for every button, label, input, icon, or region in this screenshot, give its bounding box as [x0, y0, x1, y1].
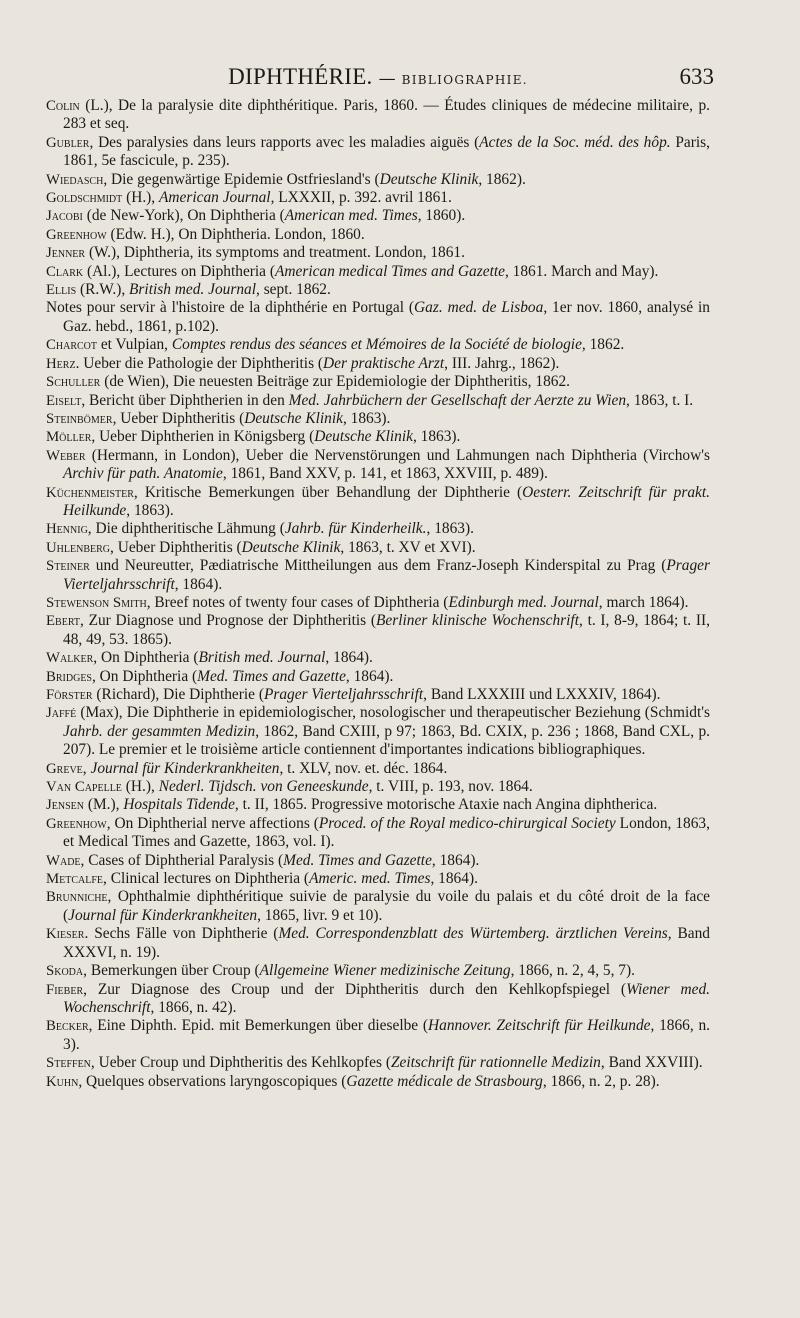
entry-title: Med. Jahrbüchern der Gesellschaft der Aerzte zu Wien: [288, 391, 627, 409]
bibliography-entry: [46, 815, 710, 852]
bibliography-entry: [46, 207, 710, 225]
entry-text-end: , t. XLV, nov. et. déc. 1864.: [279, 759, 448, 777]
entry-author: Becker: [46, 1018, 89, 1035]
bibliography-entry: [46, 373, 710, 391]
bibliography-entry: [46, 981, 710, 1018]
entry-text: (Max), Die Diphtherie in epidemiologischer, nosologischer und therapeutischer Beziehung (Schmidt's: [76, 704, 710, 722]
entry-text: (Richard), Die Diphtherie (: [92, 686, 264, 703]
entry-text: , Clinical lectures on Diphtheria (: [103, 870, 310, 888]
entry-title: Jahrb. für Kinderheilk.: [284, 520, 427, 538]
bibliography-entry: [46, 299, 710, 336]
entry-author: Weber: [46, 447, 86, 464]
entry-text-end: , 1862, Band CXIII, p 97; 1863, Bd. CXIX, p. 236 ; 1868, Band CXL, p. 207). Le premier et le troisième article contiennent d'importantes indications bibliographiques.: [63, 722, 710, 759]
entry-title: Med. Times and Gazette: [197, 667, 346, 685]
bibliography-entry: [46, 171, 710, 189]
entry-text-end: , 1863).: [426, 520, 474, 538]
entry-text-end: , 1861. March and May).: [504, 262, 659, 280]
bibliography-entry: [46, 1073, 710, 1091]
entry-text: , Ophthalmie diphthéritique suivie de paralysie du voile du palais et du côté droit de la face (: [63, 888, 710, 924]
bibliography-entry: [46, 1054, 710, 1072]
bibliography-entry: [46, 539, 710, 557]
header-subtitle: BIBLIOGRAPHIE.: [401, 73, 528, 87]
bibliography-entry: [46, 355, 710, 373]
entry-text: , Ueber Diphtherien in Königsberg (: [91, 428, 315, 446]
entry-text-end: , 1862.: [581, 336, 625, 354]
bibliography-entry: [46, 410, 710, 428]
entry-text: (H.),: [122, 189, 160, 207]
entry-title: Deutsche Klinik: [379, 170, 479, 188]
entry-text-end: , t. VIII, p. 193, nov. 1864.: [368, 778, 533, 796]
entry-text-end: , 1862).: [478, 170, 526, 188]
bibliography-entry: [46, 612, 710, 649]
entry-title: Proced. of the Royal medico-chirurgical Society: [318, 814, 616, 832]
entry-text-end: , 1863).: [126, 501, 174, 519]
header-title: DIPHTHÉRIE.: [228, 64, 373, 89]
entry-text-end: , 1860).: [417, 207, 466, 225]
bibliography-list: [46, 97, 710, 1091]
entry-author: Skoda: [46, 963, 84, 980]
entry-text-end: , 1866, n. 42).: [150, 998, 237, 1016]
bibliography-entry: [46, 226, 710, 244]
bibliography-entry: [46, 760, 710, 778]
entry-text-end: , Band XXVIII).: [600, 1054, 703, 1072]
entry-author: Wiedasch: [46, 171, 104, 188]
entry-text: , Eine Diphth. Epid. mit Bemerkungen über dieselbe (: [88, 1017, 429, 1035]
entry-title: British med. Journal: [129, 281, 256, 299]
bibliography-entry: [46, 778, 710, 796]
entry-author: Charcot: [46, 337, 97, 354]
entry-text-end: , 1863).: [342, 409, 391, 427]
bibliography-entry: [46, 244, 710, 262]
entry-author: Van Capelle: [46, 779, 122, 796]
bibliography-entry: [46, 704, 710, 759]
entry-title: American Journal: [159, 189, 271, 207]
entry-text-end: , 1864).: [430, 870, 478, 888]
entry-author: Herz: [46, 355, 76, 372]
bibliography-entry: [46, 428, 710, 446]
entry-author: Jenner: [46, 245, 86, 262]
entry-title: Americ. med. Times: [309, 870, 431, 888]
entry-text-end: , 1863, t. I.: [626, 391, 694, 409]
entry-text-end: , 1866, n. 2, p. 28).: [542, 1072, 660, 1090]
entry-text: , Bemerkungen über Croup (: [83, 962, 260, 980]
entry-text-end: , 1864).: [345, 667, 394, 685]
entry-author: Colin: [46, 98, 80, 114]
entry-text: , Ueber Croup und Diphtheritis des Kehlkopfes (: [90, 1054, 391, 1072]
entry-title: Med. Times and Gazette: [283, 851, 432, 869]
bibliography-entry: [46, 557, 710, 594]
entry-author: Clark: [46, 263, 84, 280]
entry-title: Allgemeine Wiener medizinische Zeitung: [259, 962, 511, 980]
entry-text-end: , 1864).: [431, 851, 480, 869]
entry-text: , Ueber Diphtheritis (: [112, 409, 245, 427]
entry-text: , Ueber Diphtheritis (: [110, 538, 242, 556]
entry-title: Oesterr. Zeitschrift für prakt. Heilkunde: [63, 483, 711, 519]
entry-author: Stewenson Smith: [46, 594, 147, 611]
entry-title: Deutsche Klinik: [244, 409, 343, 427]
entry-author: Kuhn: [46, 1073, 79, 1090]
entry-title: British med. Journal: [198, 649, 326, 667]
bibliography-entry: [46, 484, 710, 521]
entry-author: Fieber: [46, 981, 84, 998]
entry-text-end: , t. II, 1865. Progressive motorische Ataxie nach Angina diphtherica.: [234, 796, 658, 814]
entry-text: . Sechs Fälle von Diphtherie (: [84, 925, 279, 943]
entry-text: (Al.), Lectures on Diphtheria (: [83, 262, 275, 280]
bibliography-entry: [46, 888, 710, 925]
bibliography-entry: [46, 336, 710, 354]
bibliography-entry: [46, 134, 710, 171]
bibliography-entry: [46, 925, 710, 962]
entry-author: Steffen: [46, 1055, 91, 1072]
entry-title: Med. Correspondenzblatt des Würtemberg. ärztlichen Vereins: [278, 925, 668, 943]
bibliography-entry: [46, 649, 710, 667]
entry-text-end: , 1863).: [412, 428, 461, 446]
entry-text: (Hermann, in London), Ueber die Nervenstörungen und Lahmungen nach Diphtheria (Virchow's: [85, 446, 710, 464]
entry-author: Steiner: [46, 558, 90, 575]
entry-text: , Des paralysies dans leurs rapports avec les maladies aiguës (: [89, 133, 480, 151]
entry-text: . Ueber die Pathologie der Diphtheritis (: [75, 354, 324, 372]
entry-text: (Edw. H.), On Diphtheria. London, 1860.: [106, 225, 365, 243]
entry-text-end: , 1866, n. 3).: [63, 1017, 710, 1053]
entry-title: Berliner klinische Wochenschrift: [376, 612, 579, 630]
entry-author: Greenhow: [46, 226, 107, 243]
entry-title: Hospitals Tidende: [123, 796, 235, 814]
entry-text: (de Wien), Die neuesten Beiträge zur Epidemiologie der Diphtheritis, 1862.: [100, 373, 570, 391]
entry-text-end: London, 1863, et Medical Times and Gazette, 1863, vol. I).: [63, 814, 710, 851]
entry-text-end: , 1861, Band XXV, p. 141, et 1863, XXVIII, p. 489).: [222, 465, 548, 483]
entry-title: Zeitschrift für rationnelle Medizin: [390, 1054, 601, 1072]
bibliography-entry: [46, 392, 710, 410]
bibliography-entry: [46, 189, 710, 207]
entry-author: Jacobi: [46, 208, 83, 225]
entry-text-end: Paris, 1861, 5e fascicule, p. 235).: [63, 133, 711, 170]
entry-text: , Quelques observations laryngoscopiques (: [78, 1072, 347, 1090]
entry-text-end: , 1866, n. 2, 4, 5, 7).: [510, 962, 635, 980]
entry-title: Deutsche Klinik: [314, 428, 413, 446]
entry-author: Wade: [46, 852, 81, 869]
entry-text: Notes pour servir à l'histoire de la diphthérie en Portugal (: [46, 299, 415, 317]
entry-text-end: , 1864).: [174, 575, 223, 593]
entry-title: Prager Vierteljahrsschrift: [263, 686, 424, 703]
entry-text-end: , Band XXXVI, n. 19).: [63, 925, 710, 961]
entry-text-end: , Band LXXXIII und LXXXIV, 1864).: [423, 686, 661, 703]
entry-title: Journal für Kinderkrankheiten: [90, 759, 280, 777]
bibliography-entry: [46, 852, 710, 870]
bibliography-entry: [46, 594, 710, 612]
entry-author: Brunniche: [46, 889, 108, 906]
entry-text-end: , sept. 1862.: [256, 281, 331, 299]
running-header: [46, 62, 714, 92]
entry-text-end: , 1865, livr. 9 et 10).: [257, 906, 383, 924]
entry-author: Gubler: [46, 134, 90, 151]
header-separator: —: [378, 69, 396, 89]
entry-text: (R.W.),: [76, 281, 130, 299]
entry-title: Gazette médicale de Strasbourg: [346, 1072, 543, 1090]
entry-title: Actes de la Soc. méd. des hôp.: [479, 133, 671, 151]
entry-author: Walker: [46, 650, 94, 667]
entry-text: et Vulpian,: [96, 336, 172, 354]
entry-author: Ebert: [46, 613, 80, 630]
entry-author: Bridges: [46, 668, 92, 685]
entry-author: Uhlenberg: [46, 539, 111, 556]
entry-author: Hennig: [46, 521, 88, 538]
entry-text: , Breef notes of twenty four cases of Diphtheria (: [146, 593, 449, 611]
entry-author: Eiselt: [46, 392, 82, 409]
entry-author: Schuller: [46, 374, 101, 391]
entry-title: Gaz. med. de Lisboa: [414, 299, 544, 317]
entry-title: Comptes rendus des séances et Mémoires de la Société de biologie: [171, 336, 582, 354]
entry-title: Hannover. Zeitschrift für Heilkunde: [428, 1017, 651, 1035]
entry-text: , Bericht über Diphtherien in den: [81, 391, 289, 409]
entry-text: , Zur Diagnose und Prognose der Diphtheritis (: [80, 612, 377, 630]
entry-text-end: , LXXXII, p. 392. avril 1861.: [270, 189, 452, 207]
bibliography-entry: [46, 870, 710, 888]
entry-title: American med. Times: [284, 207, 418, 225]
entry-text: (L.), De la paralysie dite diphthéritique. Paris, 1860. — Études cliniques de médecine militaire, p. 283 et seq.: [63, 97, 710, 133]
bibliography-entry: [46, 796, 710, 814]
entry-author: Greenhow: [46, 815, 107, 832]
entry-author: Förster: [46, 687, 93, 703]
entry-title: Edinburgh med. Journal: [448, 593, 599, 611]
entry-text: , Cases of Diphtherial Paralysis (: [80, 851, 284, 869]
entry-title: Prager Vierteljahrsschrift: [63, 557, 710, 593]
entry-title: Deutsche Klinik: [241, 538, 341, 556]
entry-text-end: , 1863, t. XV et XVI).: [340, 538, 476, 556]
entry-title: Archiv für path. Anatomie: [63, 465, 223, 483]
entry-title: Journal für Kinderkrankheiten: [68, 906, 258, 924]
bibliography-entry: [46, 1017, 710, 1054]
entry-author: Kieser: [46, 926, 85, 943]
entry-text-end: , 1864).: [325, 649, 373, 667]
entry-text: , Zur Diagnose des Croup und der Diphtheritis durch den Kehlkopfspiegel (: [83, 980, 627, 998]
entry-text: , On Diphtherial nerve affections (: [106, 814, 319, 832]
entry-text-end: , march 1864).: [598, 593, 689, 611]
entry-author: Küchenmeister: [46, 484, 134, 501]
bibliography-entry: [46, 447, 710, 484]
entry-author: Möller: [46, 429, 92, 446]
bibliography-entry: [46, 668, 710, 686]
entry-title: Nederl. Tijdsch. von Geneeskunde: [158, 778, 369, 796]
entry-author: Steinbömer: [46, 410, 113, 427]
entry-author: Metcalfe: [46, 871, 104, 888]
entry-text: (M.),: [83, 796, 124, 814]
entry-author: Goldschmidt: [46, 190, 123, 207]
entry-text-end: , t. I, 8-9, 1864; t. II, 48, 49, 53. 1865).: [63, 612, 710, 648]
entry-text: und Neureutter, Pædiatrische Mittheilungen aus dem Franz-Joseph Kinderspital zu Prag (: [89, 557, 667, 575]
entry-text: , Die diphtheritische Lähmung (: [87, 520, 285, 538]
entry-text-end: , III. Jahrg., 1862).: [444, 354, 560, 372]
entry-title: Jahrb. der gesammten Medizin: [63, 722, 256, 740]
entry-author: Jensen: [46, 797, 84, 814]
entry-text: , On Diphtheria (: [93, 649, 199, 667]
bibliography-entry: [46, 520, 710, 538]
entry-author: Jaffé: [46, 705, 77, 722]
entry-text: , Die gegenwärtige Epidemie Ostfriesland's (: [103, 170, 380, 188]
entry-title: Der praktische Arzt: [323, 354, 445, 372]
entry-author: Greve: [46, 760, 83, 777]
bibliography-entry: [46, 962, 710, 980]
entry-text: , On Diphtheria (: [91, 667, 198, 685]
bibliography-entry: [46, 281, 710, 299]
entry-title: Wiener med. Wochenschrift: [63, 980, 710, 1016]
bibliography-entry: [46, 97, 710, 134]
entry-author: Ellis: [46, 282, 77, 299]
entry-text: (H.),: [121, 778, 159, 796]
entry-text: (de New-York), On Diphtheria (: [82, 207, 285, 225]
bibliography-entry: [46, 686, 710, 704]
page-number: 633: [679, 64, 714, 89]
entry-text: , Kritische Bemerkungen über Behandlung der Diphtherie (: [133, 483, 523, 501]
entry-text: (W.), Diphtheria, its symptoms and treatment. London, 1861.: [85, 244, 465, 262]
bibliography-entry: [46, 263, 710, 281]
entry-text-end: , 1er nov. 1860, analysé in Gaz. hebd., 1861, p.102).: [63, 299, 710, 335]
entry-text: ,: [82, 759, 91, 777]
entry-title: American medical Times and Gazette: [274, 262, 505, 280]
